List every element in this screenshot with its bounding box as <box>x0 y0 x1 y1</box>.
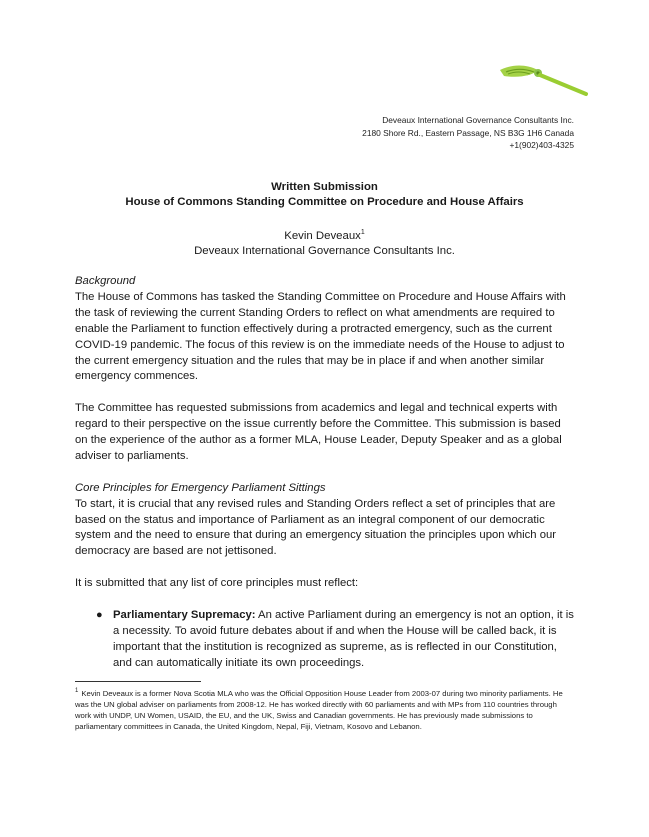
document-body <box>75 274 575 672</box>
author-org: Deveaux International Governance Consultants Inc. <box>194 245 455 257</box>
document-title <box>0 180 649 210</box>
core-principles-heading: Core Principles for Emergency Parliament Sittings <box>75 481 326 494</box>
background-heading: Background <box>75 275 136 287</box>
footnote <box>75 688 575 732</box>
footnote-ref: 1 <box>360 229 365 237</box>
company-name: Deveaux International Governance Consultants Inc. <box>382 115 574 125</box>
title-line-1: Written Submission <box>271 181 378 193</box>
core-principles-paragraph-1: To start, it is crucial that any revised rules and Standing Orders reflect a set of principles that are based on the status and importance of Parliament as an integral component of our democratic system and the need to ensure that during an emergency situation the principles upon which our democracy are based are not jettisoned. <box>75 497 557 558</box>
letterhead <box>362 114 574 152</box>
background-paragraph-1: The House of Commons has tasked the Standing Committee on Procedure and House Affairs with the task of reviewing the current Standing Orders to reflect on what amendments are required to enable the Parliament to function effectively during a protracted emergency, such as the current COVID-19 pandemic. The focus of this review is on the immediate needs of the House to adjust to the current emergency situation and the rules that may be in place if and when another similar emergency commences. <box>75 290 566 383</box>
core-principles-paragraph-2: It is submitted that any list of core principles must reflect: <box>75 577 359 590</box>
footnote-divider <box>75 681 201 682</box>
title-line-2: House of Commons Standing Committee on Procedure and House Affairs <box>125 196 524 208</box>
background-paragraph-2: The Committee has requested submissions from academics and legal and technical experts with regard to their perspective on the issue currently before the Committee. This submission is based on the experience of the author as a former MLA, House Leader, Deputy Speaker and as a global adviser to parliaments. <box>75 402 562 462</box>
bullet-text: An active Parliament during an emergency is not an option, it is a necessity. To avoid future debates about if and when the House will be called back, it is important that the institution is recognized as supreme, as is reflected in our Constitution, and can automatically initiate its own proceedings. <box>113 608 574 669</box>
principles-list <box>75 608 575 672</box>
footnote-number: 1 <box>75 688 79 695</box>
footnote-text: Kevin Deveaux is a former Nova Scotia MLA who was the Official Opposition House Leader from 2003-07 during two minority parliaments. He was the UN global adviser on parliaments from 2008-12. He has worked directly with 60 parliaments and with MPs from 110 countries through work with UNDP, UN Women, USAID, the EU, and the UK, Swiss and Canadian governments. He has previously made submissions to parliamentary committees in Canada, the United Kingdom, Nepal, Fiji, Vietnam, Kosovo and Lebanon. <box>75 689 563 731</box>
company-phone: +1(902)403-4325 <box>509 140 574 150</box>
author-name: Kevin Deveaux <box>284 230 361 242</box>
author-block <box>0 229 649 259</box>
list-item <box>75 608 575 672</box>
bullet-label: Parliamentary Supremacy: <box>113 608 256 621</box>
green-scepter-logo-icon <box>498 62 590 98</box>
company-address: 2180 Shore Rd., Eastern Passage, NS B3G 1H6 Canada <box>362 127 574 138</box>
bullet-icon: ● <box>96 608 103 621</box>
